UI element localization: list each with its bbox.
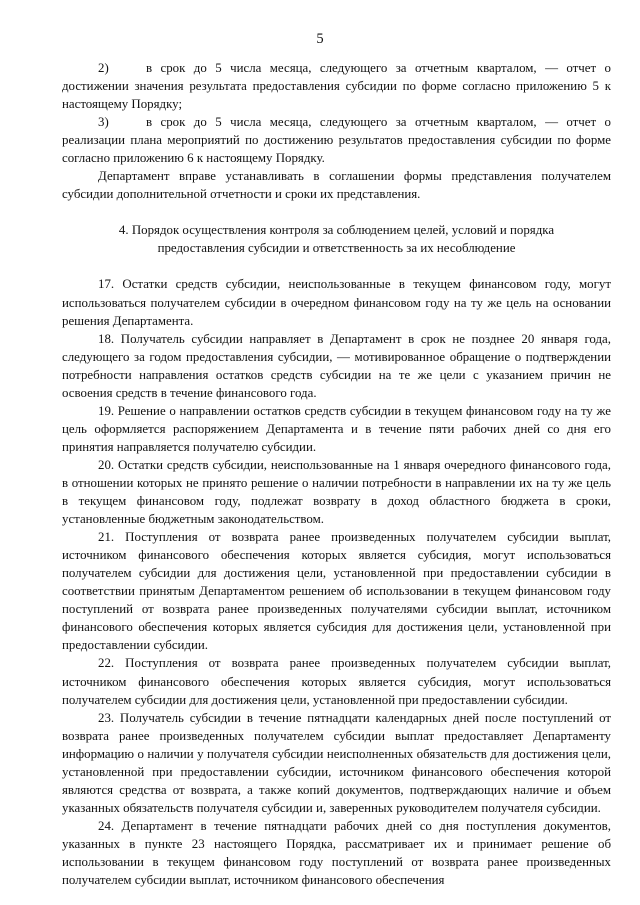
paragraph-19: 19. Решение о направлении остатков средств субсидии в текущем финансовом году на ту же цель оформляется распоряжением Департамента и в течение пяти рабочих дней со дня его принятия направляется получателю субсидии. <box>62 403 611 454</box>
section-heading-line-2: предоставления субсидии и ответственность за их несоблюдение <box>157 241 516 256</box>
list-item-text: в срок до 5 числа месяца, следующего за отчетным кварталом, — отчет о реализации плана мероприятий по достижению результатов предоставления субсидии по форме согласно приложению 6 к настоящему Порядку. <box>62 115 611 166</box>
list-item-text: в срок до 5 числа месяца, следующего за отчетным кварталом, — отчет о достижении значения результата предоставления субсидии по форме согласно приложению 5 к настоящему Порядку; <box>62 61 611 112</box>
paragraph-17: 17. Остатки средств субсидии, неиспользованные в текущем финансовом году, могут использоваться получателем субсидии в очередном финансовом году на ту же цель на основании решения Департамента. <box>62 277 611 328</box>
paragraph-22: 22. Поступления от возврата ранее произведенных получателем субсидии выплат, источником финансового обеспечения которых является субсидия, могут использоваться получателем субсидии для достижения цели, установленной при предоставлении субсидии. <box>62 656 611 707</box>
paragraph-20: 20. Остатки средств субсидии, неиспользованные на 1 января очередного финансового года, в отношении которых не принято решение о наличии потребности в направлении их на ту же цель в текущем финансовом году, подлежат возврату в доход областного бюджета в сроки, установленные бюджетным законодательством. <box>62 457 611 527</box>
list-item-number: 2) <box>98 61 109 75</box>
section-heading-line-1: 4. Порядок осуществления контроля за соблюдением целей, условий и порядка <box>118 223 555 238</box>
paragraph-21: 21. Поступления от возврата ранее произведенных получателем субсидии выплат, источником финансового обеспечения которых является субсидия, могут использоваться получателем субсидии для достижения цели, установленной при предоставлении субсидии в соответствии принятым Департаментом решением об использовании в текущем финансовом году поступлений от возврата ранее произведенных получателями субсидии выплат, источником финансового обеспечения которых является субсидия для достижения цели, установленной при предоставлении субсидии. <box>62 530 611 653</box>
list-item-3 <box>62 113 611 167</box>
paragraph-23: 23. Получатель субсидии в течение пятнадцати календарных дней после поступлений от возврата ранее произведенных получателем субсидии выплат предоставляет Департаменту информацию о наличии у получателя субсидии неисполненных обязательств для достижения цели, установленной при предоставлении субсидии, источником финансового обеспечения которой являются средства от возврата, а также копий документов, подтверждающих наличие и объем указанных обязательств получателя субсидии и, заверенных руководителем получателя субсидии. <box>62 710 611 815</box>
paragraph-24: 24. Департамент в течение пятнадцати рабочих дней со дня поступления документов, указанных в пункте 23 настоящего Порядка, рассматривает их и принимает решение об использовании в текущем финансовом году поступлений от возврата ранее произведенных получателем субсидии выплат, источником финансового обеспечения <box>62 818 611 888</box>
paragraph-department-rights: Департамент вправе устанавливать в соглашении формы представления получателем субсидии дополнительной отчетности и сроки их представления. <box>62 169 611 202</box>
section-heading <box>62 221 611 257</box>
page-number: 5 <box>316 31 324 47</box>
list-item-number: 3) <box>98 115 109 130</box>
paragraph-18: 18. Получатель субсидии направляет в Департамент в срок не позднее 20 января года, следующего за годом предоставления субсидии, — мотивированное обращение о подтверждении потребности направления остатков средств субсидии на те же цели с указанием причин не освоения средств в течение финансового года. <box>62 331 611 400</box>
list-item-2 <box>62 59 611 113</box>
page-content <box>62 59 611 889</box>
